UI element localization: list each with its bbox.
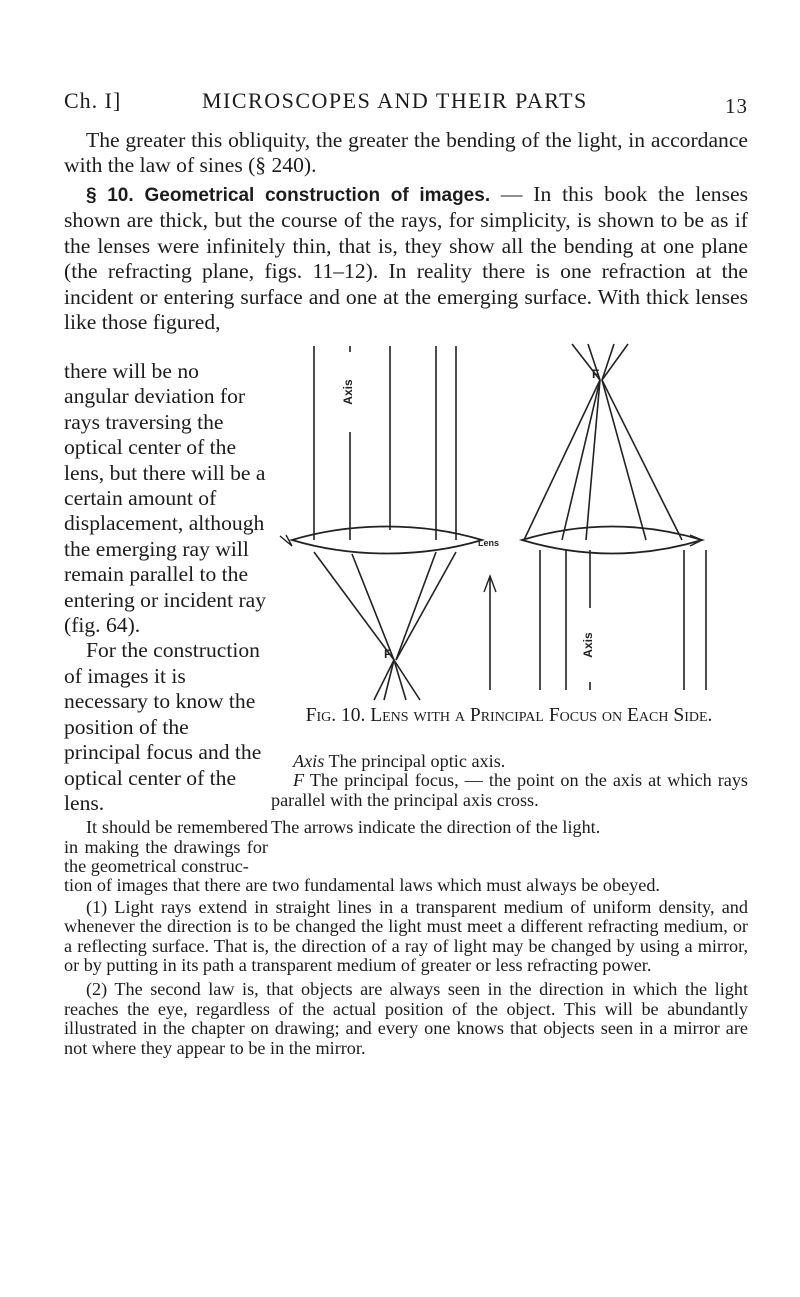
figure-legend [271,752,748,838]
left-focus-label: F [384,647,392,661]
section-text-full: — In this book the lenses shown are thick, but the course of the rays, for simplicity, is shown to be as if the lenses were infinitely thin, that is, they show all the bending at one plane (the refracting plane, figs. 11–12). In reality there is one refraction at the incident or entering surface and one at the emerging surface. With thick lenses like those figured, [64,182,748,335]
legend-axis-term: Axis [293,751,325,771]
left-conv-1 [314,552,394,660]
left-conv-2 [352,554,394,660]
left-conv-4 [396,552,456,660]
intro-paragraph: The greater this obliquity, the greater the bending of the light, in accordance with the law of sines (§ 240). [64,128,748,178]
legend-axis-text: The principal optic axis. [324,751,506,771]
figure-10-lens-diagram [272,340,748,702]
right-in-3 [602,344,614,380]
right-div-5 [602,380,682,540]
intro-block [64,128,748,179]
small-left-text: It should be remembered in making the drawings for the geometrical construc- [64,817,268,877]
figure-caption-title: Fig. 10. Lens with a Principal Focus on Each Side. [305,705,713,726]
legend-axis [271,752,748,771]
lens-label: Lens [478,538,500,548]
construction-paragraph: For the construction of images it is necessary to know the position of the principal focus and the optical center of the lens. [64,638,262,815]
legend-focus-term: F [293,770,305,791]
left-axis-label: Axis [341,379,355,405]
left-div-4 [394,660,420,700]
left-div-3 [394,660,406,700]
chapter-label: Ch. I] [64,88,122,113]
right-div-4 [602,380,646,540]
running-header [64,88,748,122]
right-focus-label: F [592,367,600,381]
left-div-1 [374,660,394,700]
left-div-2 [384,660,394,700]
right-lens [522,527,702,554]
right-axis-label: Axis [581,632,595,658]
law-1-paragraph: (1) Light rays extend in straight lines in a transparent medium of uniform density, and whenever the direction is to be changed the light must meet a different refracting medium, or a reflecting surface. That is, the direction of a ray of light may be changed by using a mirror, or by putting in its path a transparent medium of greater or less refracting power. [64,896,748,976]
left-column [64,359,268,816]
small-full-text: tion of images that there are two fundamental laws which must always be obeyed. [64,875,660,895]
left-lens [292,527,482,554]
section-number: § 10. [86,185,134,206]
small-left-block [64,818,268,877]
section-title: Geometrical construction of images. [144,185,491,206]
legend-focus-text: The principal focus, — the point on the axis at which rays parallel with the principal axis cross. [271,770,748,810]
page-number: 13 [725,94,748,118]
left-conv-3 [396,552,436,660]
section-text-left: there will be no angular deviation for rays traversing the optical center of the lens, but there will be a certain amount of displacement, although the emerging ray will remain parallel to the entering or incident ray (fig. 64). [64,359,267,638]
law-2-paragraph: (2) The second law is, that objects are always seen in the direction in which the light reaches the eye, regardless of the actual position of the object. This will be abundantly illustrated in the chapter on drawing; and every one knows that objects seen in a mirror are not where they appear to be in the mirror. [64,978,748,1058]
legend-focus [271,771,748,810]
right-in-4 [602,344,628,380]
left-arrow [280,535,292,546]
section-paragraph [64,182,748,335]
section-block [64,182,748,335]
small-full-block [64,876,748,1058]
right-div-2 [562,380,600,540]
legend-arrows: The arrows indicate the direction of the light. [271,817,601,838]
running-title: MICROSCOPES AND THEIR PARTS [202,88,588,113]
